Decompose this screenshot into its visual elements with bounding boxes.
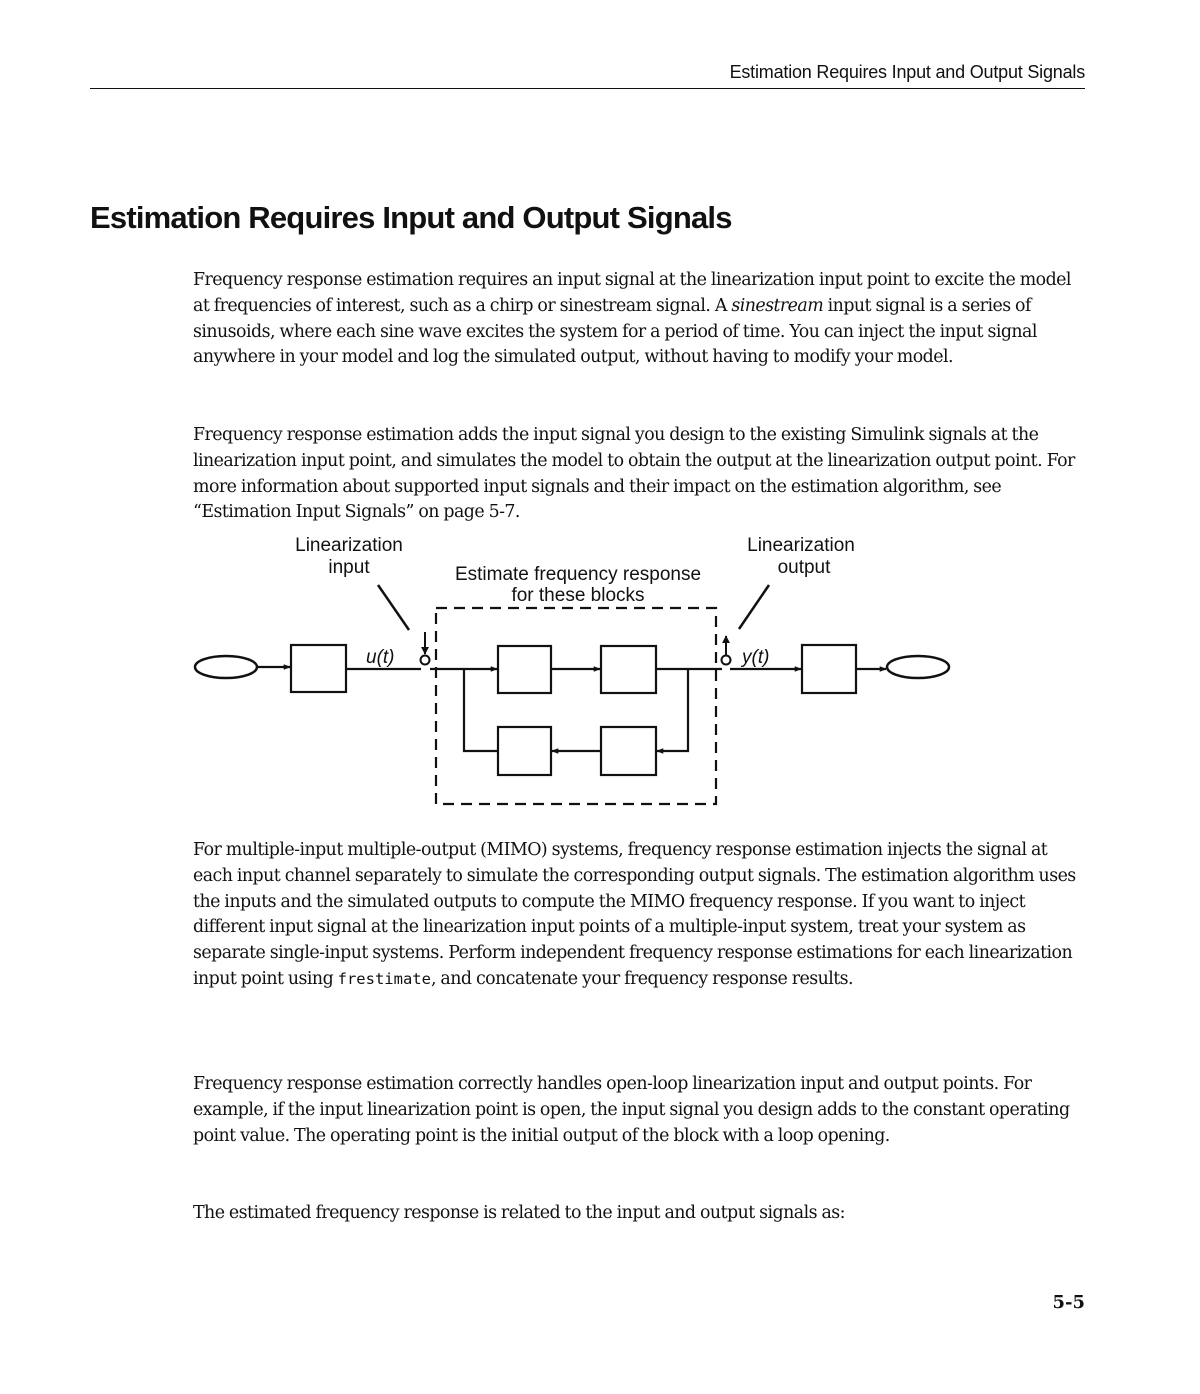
signal-y-label: y(t) bbox=[742, 647, 770, 668]
block-forward-1 bbox=[498, 646, 551, 693]
block-post bbox=[802, 645, 856, 693]
paragraph-intro-text-b: input signal is a series of sinusoids, where each sine wave excites the system for a period of time. You can inject the input signal anywhere in your model and log the simulated output, without having to modify your model. bbox=[193, 295, 1037, 368]
estimation-region bbox=[436, 608, 716, 804]
wire-branch-down bbox=[464, 669, 497, 751]
input-label-line2: input bbox=[328, 557, 370, 578]
paragraph-mimo-text-a: For multiple-input multiple-output (MIMO) systems, frequency response estimation injects the signal at each input channel separately to simulate the corresponding output signals. The estimation algorithm uses the inputs and the simulated outputs to compute the MIMO frequency response. If you want to inject different input signal at the linearization input points of a multiple-input system, treat your system as separate single-input systems. Perform independent frequency response estimations for each linearization input point using bbox=[193, 840, 1076, 989]
output-pointer-line bbox=[739, 585, 769, 629]
region-label-line1: Estimate frequency response bbox=[454, 564, 702, 585]
block-pre bbox=[291, 645, 346, 692]
running-header: Estimation Requires Input and Output Signals bbox=[729, 62, 1085, 82]
source-terminal bbox=[195, 656, 257, 678]
input-label-line1: Linearization bbox=[295, 535, 403, 556]
block-return-2 bbox=[601, 727, 656, 775]
input-pointer-line bbox=[378, 585, 409, 630]
sink-terminal bbox=[887, 656, 949, 678]
section-title: Estimation Requires Input and Output Signals bbox=[90, 200, 732, 235]
block-diagram bbox=[180, 528, 980, 813]
paragraph-open-loop: Frequency response estimation correctly handles open-loop linearization input and output points. For example, if the input linearization point is open, the input signal you design adds to the constant operating point value. The operating point is the initial output of the block with a loop opening. bbox=[193, 1074, 1070, 1146]
output-label-line1: Linearization bbox=[747, 535, 855, 556]
paragraph-intro-text-a: Frequency response estimation requires an input signal at the linearization input point to excite the model at frequencies of interest, such as a chirp or sinestream signal. A bbox=[193, 270, 1071, 316]
header-rule bbox=[90, 88, 1085, 89]
block-forward-2 bbox=[601, 646, 656, 693]
paragraph-injection: Frequency response estimation adds the input signal you design to the existing Simulink signals at the linearization input point, and simulates the model to obtain the output at the linearization output point. For more information about supported input signals and their impact on the estimation algorithm, see “Estimation Input Signals” on page 5-7. bbox=[193, 425, 1075, 523]
signal-u-label: u(t) bbox=[366, 647, 395, 668]
paragraph-mimo bbox=[193, 838, 1088, 993]
region-label-line2: for these blocks bbox=[511, 585, 645, 606]
block-return-1 bbox=[498, 727, 551, 775]
wire-feedback-right bbox=[657, 669, 688, 751]
paragraph-mimo-text-b: , and concatenate your frequency response results. bbox=[430, 968, 854, 989]
paragraph-relation: The estimated frequency response is related to the input and output signals as: bbox=[193, 1203, 845, 1223]
page-number: 5-5 bbox=[1052, 1292, 1085, 1313]
output-point-marker bbox=[722, 656, 731, 665]
sinestream-term: sinestream bbox=[731, 295, 824, 316]
output-label-line2: output bbox=[777, 557, 831, 578]
frestimate-code: frestimate bbox=[337, 969, 431, 988]
paragraph-intro bbox=[193, 268, 1088, 371]
input-point-marker bbox=[421, 656, 430, 665]
